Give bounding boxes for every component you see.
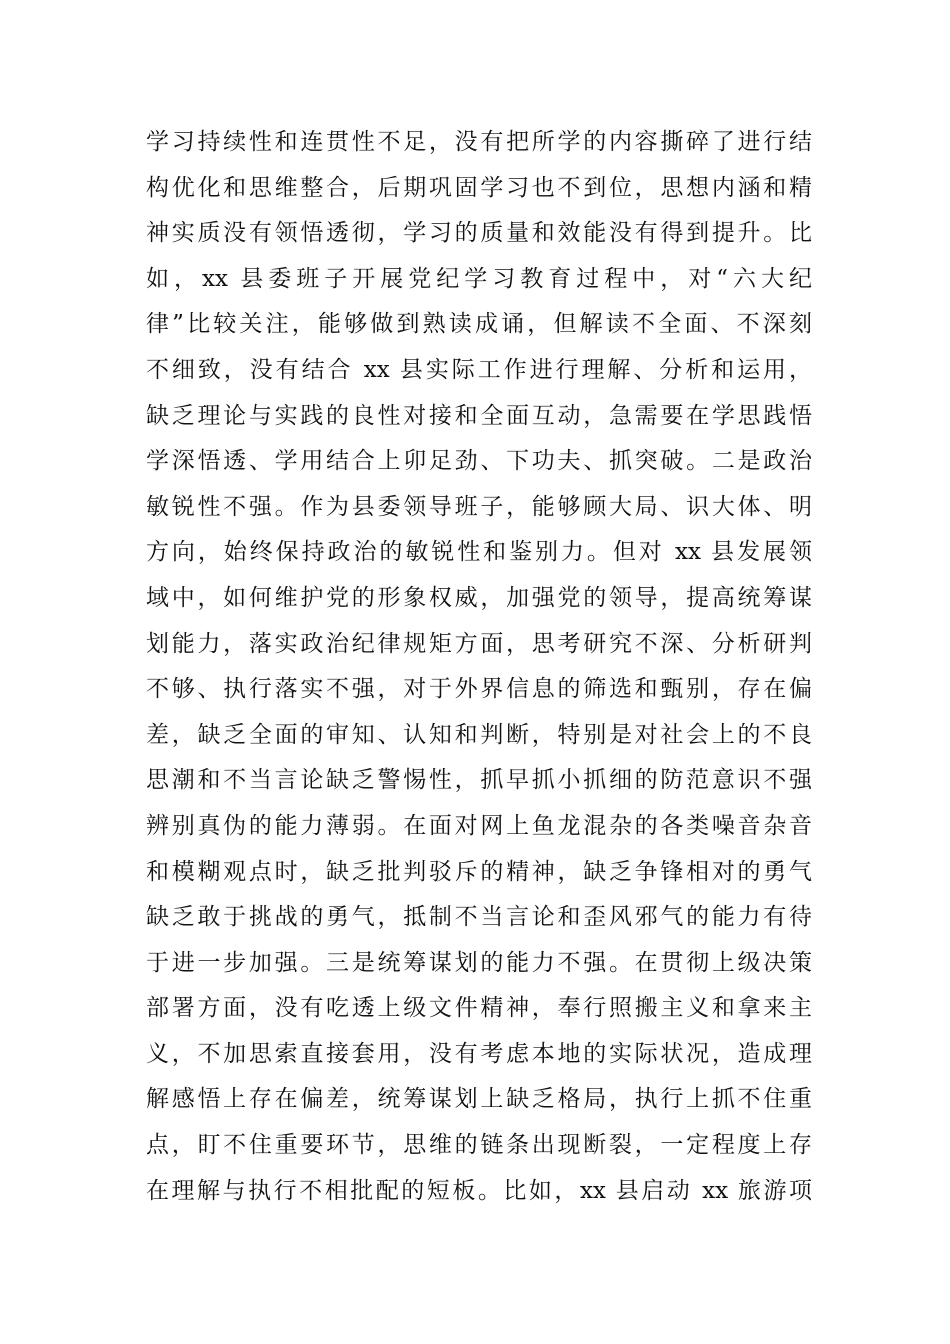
text-line: 义，不加思索直接套用，没有考虑本地的实际状况，造成理 [146,1040,812,1067]
text-line: 域中，如何维护党的形象权威，加强党的领导，提高统筹谋 [146,584,812,611]
text-line: 敏锐性不强。作为县委领导班子，能够顾大局、识大体、明 [146,493,812,520]
text-line: 在理解与执行不相批配的短板。比如，xx 县启动 xx 旅游项 [146,1177,812,1204]
text-line: 划能力，落实政治纪律规矩方面，思考研究不深、分析研判 [146,630,812,657]
text-line: 学习持续性和连贯性不足，没有把所学的内容撕碎了进行结 [146,129,812,155]
body-text [146,120,812,1214]
text-line: 缺乏敢于挑战的勇气，抵制不当言论和歪风邪气的能力有待 [146,904,812,931]
text-line: 方向，始终保持政治的敏锐性和鉴别力。但对 xx 县发展领 [146,539,812,566]
text-line: 解感悟上存在偏差，统筹谋划上缺乏格局，执行上抓不住重 [146,1086,812,1113]
text-line: 律”比较关注，能够做到熟读成诵，但解读不全面、不深刻 [146,311,812,338]
text-line: 和模糊观点时，缺乏批判驳斥的精神，缺乏争锋相对的勇气 [146,858,812,885]
text-line: 构优化和思维整合，后期巩固学习也不到位，思想内涵和精 [146,174,812,201]
text-line: 差，缺乏全面的审知、认知和判断，特别是对社会上的不良 [146,721,812,748]
text-line: 缺乏理论与实践的良性对接和全面互动，急需要在学思践悟 [146,402,812,429]
text-line: 于进一步加强。三是统筹谋划的能力不强。在贯彻上级决策 [146,949,812,976]
text-line: 学深悟透、学用结合上卯足劲、下功夫、抓突破。二是政治 [146,448,812,475]
text-line: 不够、执行落实不强，对于外界信息的筛选和甄别，存在偏 [146,676,812,703]
text-line: 神实质没有领悟透彻，学习的质量和效能没有得到提升。比 [146,220,812,247]
text-line: 辨别真伪的能力薄弱。在面对网上鱼龙混杂的各类噪音杂音 [146,812,812,839]
text-line: 不细致，没有结合 xx 县实际工作进行理解、分析和运用， [146,356,812,383]
text-line: 点，盯不住重要环节，思维的链条出现断裂，一定程度上存 [146,1132,812,1159]
text-line: 如，xx 县委班子开展党纪学习教育过程中，对“六大纪 [146,265,812,292]
text-line: 思潮和不当言论缺乏警惕性，抓早抓小抓细的防范意识不强 [146,767,812,794]
text-line: 部署方面，没有吃透上级文件精神，奉行照搬主义和拿来主 [146,995,812,1022]
